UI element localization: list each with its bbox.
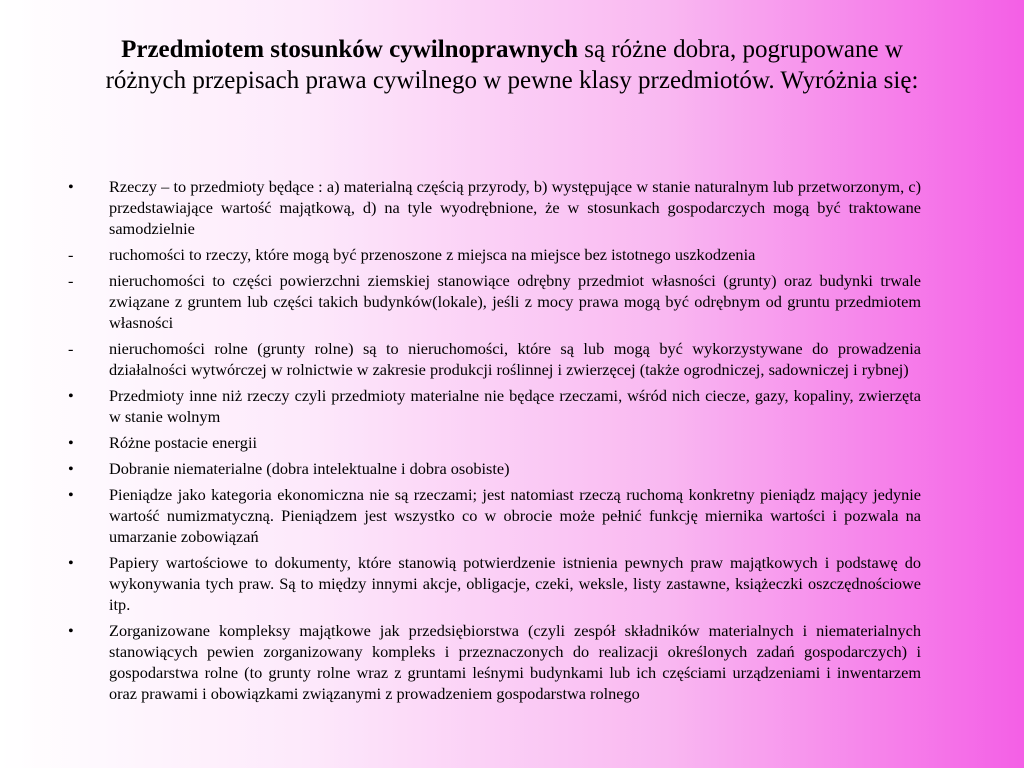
list-item-text: ruchomości to rzeczy, które mogą być przenoszone z miejsca na miejsce bez istotnego uszkodzenia: [109, 245, 756, 264]
list-item-text: nieruchomości to części powierzchni ziemskiej stanowiące odrębny przedmiot własności (grunty) oraz budynki trwale związane z gruntem lub części takich budynków(lokale), jeśli z mocy prawa mogą być odrębnym od gruntu przedmiotem własności: [109, 271, 921, 332]
list-item: [68, 338, 921, 380]
bullet-marker: •: [68, 553, 74, 572]
list-item: [68, 552, 921, 615]
list-item: [68, 176, 921, 239]
list-item: [68, 385, 921, 427]
list-item-text: Dobranie niematerialne (dobra intelektualne i dobra osobiste): [109, 459, 510, 478]
list-item: [68, 270, 921, 333]
slide-title: [90, 34, 934, 96]
bullet-marker: •: [68, 386, 74, 405]
list-item-text: Papiery wartościowe to dokumenty, które stanowią potwierdzenie istnienia pewnych praw majątkowych i podstawę do wykonywania tych praw. Są to między innymi akcje, obligacje, czeki, weksle, listy zastawne, książeczki oszczędnościowe itp.: [109, 553, 921, 614]
bullet-marker: •: [68, 459, 74, 478]
bullet-marker: •: [68, 621, 74, 640]
slide-title-bold: Przedmiotem stosunków cywilnoprawnych: [121, 36, 579, 63]
list-item: [68, 620, 921, 704]
dash-marker: -: [68, 339, 74, 358]
list-item-text: Rzeczy – to przedmioty będące : a) materialną częścią przyrody, b) występujące w stanie naturalnym lub przetworzonym, c) przedstawiające wartość majątkową, d) na tyle wyodrębnione, że w stosunkach gospodarczych mogą być traktowane samodzielnie: [109, 177, 921, 238]
list-item: [68, 458, 921, 479]
bullet-marker: •: [68, 177, 74, 196]
list-item-text: Przedmioty inne niż rzeczy czyli przedmioty materialne nie będące rzeczami, wśród nich ciecze, gazy, kopaliny, zwierzęta w stanie wolnym: [109, 386, 921, 426]
bullet-marker: •: [68, 433, 74, 452]
bullet-marker: •: [68, 485, 74, 504]
bullet-list: [68, 176, 921, 709]
list-item-text: Zorganizowane kompleksy majątkowe jak przedsiębiorstwa (czyli zespół składników materialnych i niematerialnych stanowiących pewien zorganizowany kompleks i przeznaczonych do realizacji określonych zadań gospodarczych) i gospodarstwa rolne (to grunty rolne wraz z gruntami leśnymi budynkami lub ich częściami urządzeniami i inwentarzem oraz prawami i obowiązkami związanymi z prowadzeniem gospodarstwa rolnego: [109, 621, 921, 703]
list-item-text: nieruchomości rolne (grunty rolne) są to nieruchomości, które są lub mogą być wykorzystywane do prowadzenia działalności wytwórczej w rolnictwie w zakresie produkcji roślinnej i zwierzęcej (także ogrodniczej, sadowniczej i rybnej): [109, 339, 921, 379]
list-item: [68, 432, 921, 453]
list-item-text: Pieniądze jako kategoria ekonomiczna nie są rzeczami; jest natomiast rzeczą ruchomą konkretny pieniądz mający jedynie wartość numizmatyczną. Pieniądzem jest wszystko co w obrocie może pełnić funkcję miernika wartości i pozwala na umarzanie zobowiązań: [109, 485, 921, 546]
dash-marker: -: [68, 271, 74, 290]
slide-title-rest: są różne dobra, pogrupowane w różnych przepisach prawa cywilnego w pewne klasy przedmiotów. Wyróżnia się:: [105, 36, 919, 94]
list-item: [68, 244, 921, 265]
list-item-text: Różne postacie energii: [109, 433, 257, 452]
dash-marker: -: [68, 245, 74, 264]
list-item: [68, 484, 921, 547]
